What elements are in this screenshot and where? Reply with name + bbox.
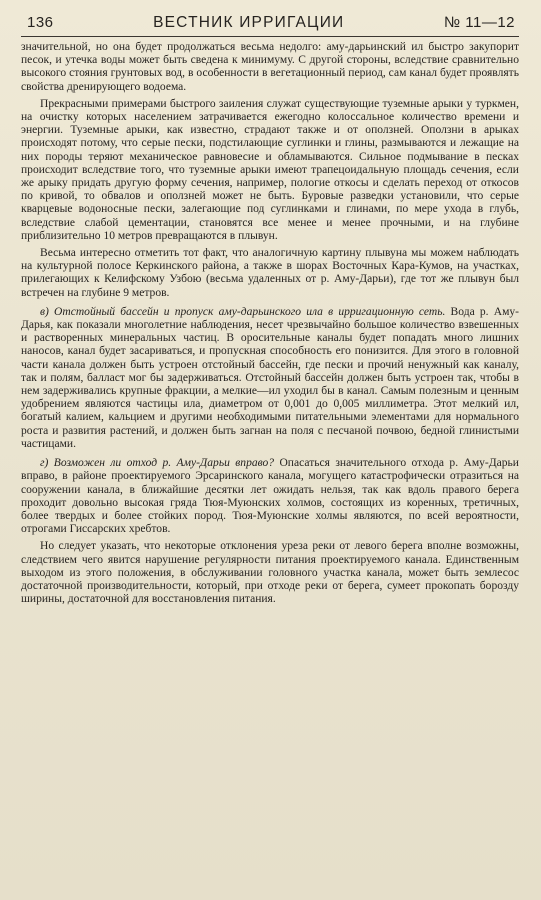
- page-number: 136: [27, 14, 54, 31]
- issue-number: № 11—12: [443, 14, 515, 31]
- paragraph-quicksand: Весьма интересно отметить тот факт, что аналогичную картину плывуна мы можем наблюдать на культурной полосе Керкинского района, а также в шорах Восточных Кара-Кумов, на участках, прилегающих к Келифскому Узбою (весьма удаленных от р. Аму-Дарьи), где тот же плывун был встречен на глубине 9 метров.: [21, 247, 519, 299]
- section-river-shift: [21, 457, 519, 536]
- section-settling-basin: [21, 306, 519, 451]
- section-text-settling-basin: Вода р. Аму-Дарья, как показали многолетние наблюдения, несет чрезвычайно большое количество взвешенных и растворенных минеральных частиц. В оросительные каналы будет попадать много лишних наносов, канал будет засариваться, и пропускная способность его понизится. Для этого в головной части канала должен быть устроен отстойный бассейн, где пески и прочий ненужный как каналу, так и полям, балласт мог бы задерживаться. Отстойный бассейн должен быть устроен так, чтобы в нем задерживались крупные фракции, а мелкие—ил уходил бы в канал. Самым полезным и ценным удобрением являются частицы ила, диаметром от 0,001 до 0,005 миллиметра. Этот мелкий ил, богатый калием, кальцием и другими необходимыми питательными элементами для нормального роста и развития растений, и должен быть загнан на поля с песчаной почвою, бедной глинистыми частицами.: [21, 305, 519, 450]
- paragraph-dredger: Но следует указать, что некоторые отклонения уреза реки от левого берега вполне возможны, следствием чего явится нарушение регулярности питания проектируемого канала. Единственным выходом из этого положения, в обслуживании головного участка канала, может быть землесос достаточной производительности, который, при отходе реки от берега, сумеет прокопать борозду ширины, достаточной для восстановления питания.: [21, 540, 519, 606]
- running-header: [21, 14, 519, 37]
- section-heading-settling-basin: в) Отстойный бассейн и пропуск аму-дарьинского ила в ирригационную сеть.: [40, 305, 446, 318]
- section-text-river-shift: Опасаться значительного отхода р. Аму-Дарьи вправо, в районе проектируемого Эрсаринского канала, могущего катастрофически отразиться на сооружении канала, в ближайшие десятки лет ожидать нельзя, так как вдоль правого берега проходит довольно высокая гряда Тюя-Муюнских холмов, состоящих из коренных, третичных, более твердых и более стойких пород. Тюя-Муюнские холмы являются, по всей вероятности, отрогами Гиссарских хребтов.: [21, 457, 519, 536]
- journal-title: ВЕСТНИК ИРРИГАЦИИ: [153, 14, 345, 31]
- paragraph-continuation: значительной, но она будет продолжаться весьма недолго: аму-дарьинский ил быстро закупорит песок, и утечка воды может быть сведена к минимуму. С другой стороны, вследствие сравнительно высокого стояния грунтовых вод, в особенности в вегетационный период, сам канал будет проявлять свойства дренирующего водоема.: [21, 41, 519, 93]
- article-body: [21, 37, 519, 606]
- section-heading-river-shift: г) Возможен ли отход р. Аму-Дарьи вправо?: [40, 457, 275, 470]
- paragraph-native-ditches: Прекрасными примерами быстрого заиления служат существующие туземные арыки у туркмен, на очистку которых населением затрачивается ежегодно колоссальное количество времени и энергии. Туземные арыки, как известно, страдают также и от оползней. Оползни в арыках происходят потому, что серые пески, подстилающие суглинки и глины, размываются и лежащие на них породы теряют механическое равновесие и обламываются. Сильное подмывание в песках происходит вследствие того, что туземные арыки имеют трапецоидальную площадь сечения, если же арыку придать другую форму сечения, например, пологие откосы и сделать переход от откосов по кривой, то обвалов и оползней может не быть. Буровые разведки установили, что серые кварцевые водоносные пески, залегающие под суглинками и глинами, по мере ухода в глубь, вследствие слабой цементации, становятся все менее и менее прочными, и на глубине приблизительно 10 метров превращаются в плывун.: [21, 97, 519, 242]
